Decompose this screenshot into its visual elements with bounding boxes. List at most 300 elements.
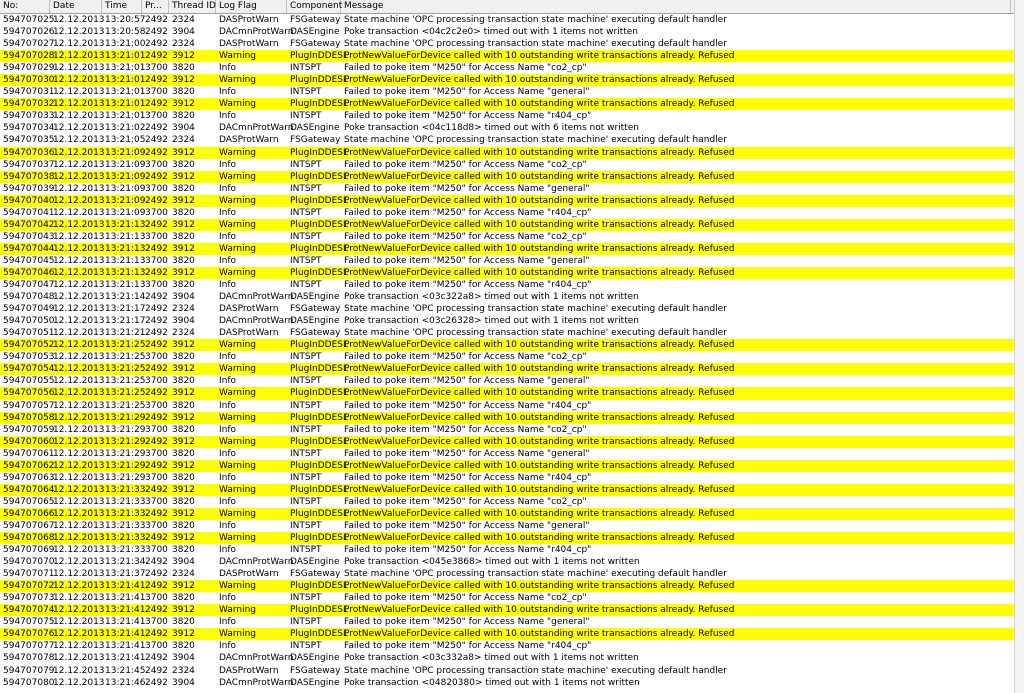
table-row[interactable] bbox=[0, 544, 1024, 556]
cell-time: 13:21:33 bbox=[105, 533, 146, 544]
column-header-message[interactable]: Message bbox=[341, 0, 1011, 13]
table-row[interactable] bbox=[0, 279, 1024, 291]
cell-log-flag: Warning bbox=[219, 147, 257, 158]
cell-thread-id: 3912 bbox=[172, 388, 195, 399]
cell-process: 3700 bbox=[145, 207, 168, 218]
cell-component: INTSPT bbox=[290, 183, 322, 194]
cell-component: PlugInDDESL bbox=[290, 436, 348, 447]
table-row[interactable] bbox=[0, 375, 1024, 387]
cell-message: ProtNewValueForDevice called with 10 outstanding write transactions already. Refused bbox=[344, 581, 735, 592]
table-row[interactable] bbox=[0, 195, 1024, 207]
cell-no: 594707038 bbox=[3, 171, 55, 182]
table-row[interactable] bbox=[0, 147, 1024, 159]
cell-log-flag: DASProtWarn bbox=[219, 569, 279, 580]
cell-thread-id: 3820 bbox=[172, 352, 195, 363]
cell-thread-id: 3820 bbox=[172, 400, 195, 411]
cell-log-flag: Warning bbox=[219, 436, 257, 447]
cell-time: 13:21:25 bbox=[105, 388, 146, 399]
cell-component: PlugInDDESL bbox=[290, 508, 348, 519]
table-row[interactable] bbox=[0, 74, 1024, 86]
cell-component: INTSPT bbox=[290, 400, 322, 411]
cell-time: 13:21:37 bbox=[105, 569, 146, 580]
cell-date: 12.12.2013 bbox=[53, 364, 105, 375]
cell-log-flag: Warning bbox=[219, 533, 257, 544]
cell-process: 3700 bbox=[145, 545, 168, 556]
table-row[interactable] bbox=[0, 62, 1024, 74]
cell-component: DASEngine bbox=[290, 653, 340, 664]
cell-message: State machine 'OPC processing transaction state machine' executing default handler bbox=[344, 304, 727, 315]
cell-thread-id: 2324 bbox=[172, 135, 195, 146]
cell-time: 13:21:29 bbox=[105, 424, 146, 435]
cell-time: 13:21:29 bbox=[105, 448, 146, 459]
table-row[interactable] bbox=[0, 207, 1024, 219]
cell-log-flag: Warning bbox=[219, 605, 257, 616]
table-row[interactable] bbox=[0, 231, 1024, 243]
cell-no: 594707076 bbox=[3, 629, 55, 640]
cell-component: INTSPT bbox=[290, 593, 322, 604]
cell-process: 2492 bbox=[145, 484, 168, 495]
cell-component: INTSPT bbox=[290, 231, 322, 242]
table-row[interactable] bbox=[0, 255, 1024, 267]
cell-thread-id: 3820 bbox=[172, 424, 195, 435]
table-row[interactable] bbox=[0, 98, 1024, 110]
cell-message: ProtNewValueForDevice called with 10 outstanding write transactions already. Refused bbox=[344, 508, 735, 519]
cell-thread-id: 3912 bbox=[172, 195, 195, 206]
table-row[interactable] bbox=[0, 219, 1024, 231]
cell-message: ProtNewValueForDevice called with 10 outstanding write transactions already. Refused bbox=[344, 195, 735, 206]
cell-component: PlugInDDESL bbox=[290, 629, 348, 640]
table-row[interactable] bbox=[0, 315, 1024, 327]
cell-process: 3700 bbox=[145, 448, 168, 459]
cell-no: 594707049 bbox=[3, 304, 55, 315]
cell-thread-id: 2324 bbox=[172, 569, 195, 580]
cell-component: PlugInDDESL bbox=[290, 75, 348, 86]
cell-thread-id: 3912 bbox=[172, 267, 195, 278]
cell-thread-id: 3904 bbox=[172, 557, 195, 568]
cell-thread-id: 2324 bbox=[172, 304, 195, 315]
cell-component: INTSPT bbox=[290, 159, 322, 170]
table-row[interactable] bbox=[0, 50, 1024, 62]
cell-time: 13:21:01 bbox=[105, 75, 146, 86]
cell-process: 2492 bbox=[145, 27, 168, 38]
cell-message: Poke transaction <04c2c2e0> timed out with 1 items not written bbox=[344, 27, 639, 38]
cell-message: ProtNewValueForDevice called with 10 outstanding write transactions already. Refused bbox=[344, 460, 735, 471]
cell-process: 3700 bbox=[145, 231, 168, 242]
cell-time: 13:21:41 bbox=[105, 617, 146, 628]
column-header-process[interactable]: Pr... bbox=[142, 0, 169, 13]
cell-process: 2492 bbox=[145, 340, 168, 351]
cell-process: 3700 bbox=[145, 63, 168, 74]
cell-log-flag: Warning bbox=[219, 581, 257, 592]
cell-component: PlugInDDESL bbox=[290, 267, 348, 278]
cell-thread-id: 3912 bbox=[172, 219, 195, 230]
cell-time: 13:21:29 bbox=[105, 412, 146, 423]
cell-no: 594707056 bbox=[3, 388, 55, 399]
cell-message: ProtNewValueForDevice called with 10 outstanding write transactions already. Refused bbox=[344, 267, 735, 278]
cell-no: 594707032 bbox=[3, 99, 55, 110]
cell-no: 594707067 bbox=[3, 520, 55, 531]
table-row[interactable] bbox=[0, 339, 1024, 351]
cell-message: State machine 'OPC processing transaction state machine' executing default handler bbox=[344, 39, 727, 50]
cell-process: 3700 bbox=[145, 496, 168, 507]
cell-process: 2492 bbox=[145, 219, 168, 230]
table-row[interactable] bbox=[0, 363, 1024, 375]
cell-process: 3700 bbox=[145, 280, 168, 291]
cell-process: 3700 bbox=[145, 424, 168, 435]
cell-thread-id: 3820 bbox=[172, 231, 195, 242]
vertical-scrollbar[interactable] bbox=[1014, 0, 1024, 693]
cell-log-flag: Info bbox=[219, 400, 237, 411]
table-row[interactable] bbox=[0, 484, 1024, 496]
table-row[interactable] bbox=[0, 568, 1024, 580]
column-header-no[interactable]: No: bbox=[0, 0, 50, 13]
cell-no: 594707043 bbox=[3, 231, 55, 242]
cell-thread-id: 3820 bbox=[172, 617, 195, 628]
table-row[interactable] bbox=[0, 183, 1024, 195]
cell-message: Failed to poke item "M250" for Access Name "co2_cp" bbox=[344, 159, 587, 170]
cell-log-flag: DASProtWarn bbox=[219, 665, 279, 676]
table-row[interactable] bbox=[0, 327, 1024, 339]
table-row[interactable] bbox=[0, 303, 1024, 315]
cell-message: ProtNewValueForDevice called with 10 outstanding write transactions already. Refused bbox=[344, 412, 735, 423]
cell-thread-id: 3820 bbox=[172, 545, 195, 556]
cell-time: 13:21:13 bbox=[105, 255, 146, 266]
cell-date: 12.12.2013 bbox=[53, 508, 105, 519]
cell-log-flag: DASProtWarn bbox=[219, 135, 279, 146]
cell-date: 12.12.2013 bbox=[53, 677, 105, 688]
cell-no: 594707031 bbox=[3, 87, 55, 98]
cell-process: 3700 bbox=[145, 400, 168, 411]
table-row[interactable] bbox=[0, 604, 1024, 616]
cell-process: 2492 bbox=[145, 412, 168, 423]
cell-no: 594707059 bbox=[3, 424, 55, 435]
cell-no: 594707070 bbox=[3, 557, 55, 568]
cell-thread-id: 3820 bbox=[172, 448, 195, 459]
cell-process: 2492 bbox=[145, 364, 168, 375]
cell-date: 12.12.2013 bbox=[53, 267, 105, 278]
cell-component: PlugInDDESL bbox=[290, 484, 348, 495]
cell-time: 13:21:14 bbox=[105, 292, 146, 303]
cell-no: 594707028 bbox=[3, 51, 55, 62]
cell-process: 2492 bbox=[145, 629, 168, 640]
cell-log-flag: Warning bbox=[219, 267, 257, 278]
table-row[interactable] bbox=[0, 628, 1024, 640]
cell-date: 12.12.2013 bbox=[53, 376, 105, 387]
cell-no: 594707071 bbox=[3, 569, 55, 580]
cell-component: INTSPT bbox=[290, 63, 322, 74]
cell-no: 594707057 bbox=[3, 400, 55, 411]
cell-date: 12.12.2013 bbox=[53, 617, 105, 628]
cell-process: 2492 bbox=[145, 39, 168, 50]
cell-time: 13:21:25 bbox=[105, 376, 146, 387]
cell-date: 12.12.2013 bbox=[53, 533, 105, 544]
column-header-date[interactable]: Date bbox=[50, 0, 102, 13]
cell-time: 13:20:58 bbox=[105, 27, 146, 38]
cell-time: 13:21:25 bbox=[105, 352, 146, 363]
cell-log-flag: Warning bbox=[219, 364, 257, 375]
cell-time: 13:21:02 bbox=[105, 123, 146, 134]
table-row[interactable] bbox=[0, 436, 1024, 448]
cell-message: ProtNewValueForDevice called with 10 outstanding write transactions already. Refused bbox=[344, 388, 735, 399]
cell-date: 12.12.2013 bbox=[53, 75, 105, 86]
table-row[interactable] bbox=[0, 677, 1024, 689]
table-row[interactable] bbox=[0, 171, 1024, 183]
table-row[interactable] bbox=[0, 616, 1024, 628]
cell-no: 594707034 bbox=[3, 123, 55, 134]
cell-message: State machine 'OPC processing transaction state machine' executing default handler bbox=[344, 569, 727, 580]
cell-message: State machine 'OPC processing transaction state machine' executing default handler bbox=[344, 665, 727, 676]
cell-date: 12.12.2013 bbox=[53, 665, 105, 676]
cell-date: 12.12.2013 bbox=[53, 39, 105, 50]
table-row[interactable] bbox=[0, 351, 1024, 363]
cell-thread-id: 3912 bbox=[172, 99, 195, 110]
cell-message: Poke transaction <03c26328> timed out with 1 items not written bbox=[344, 316, 639, 327]
table-row[interactable] bbox=[0, 652, 1024, 664]
cell-message: State machine 'OPC processing transaction state machine' executing default handler bbox=[344, 328, 727, 339]
table-row[interactable] bbox=[0, 26, 1024, 38]
cell-log-flag: Warning bbox=[219, 243, 257, 254]
cell-message: ProtNewValueForDevice called with 10 outstanding write transactions already. Refused bbox=[344, 75, 735, 86]
cell-message: Poke transaction <03c322a8> timed out with 1 items not written bbox=[344, 292, 639, 303]
cell-thread-id: 3904 bbox=[172, 677, 195, 688]
cell-time: 13:21:09 bbox=[105, 159, 146, 170]
cell-message: ProtNewValueForDevice called with 10 outstanding write transactions already. Refused bbox=[344, 605, 735, 616]
cell-date: 12.12.2013 bbox=[53, 63, 105, 74]
cell-component: FSGateway bbox=[290, 304, 341, 315]
cell-date: 12.12.2013 bbox=[53, 123, 105, 134]
table-row[interactable] bbox=[0, 134, 1024, 146]
cell-process: 2492 bbox=[145, 581, 168, 592]
cell-thread-id: 2324 bbox=[172, 39, 195, 50]
cell-component: PlugInDDESL bbox=[290, 147, 348, 158]
cell-message: Failed to poke item "M250" for Access Name "r404_cp" bbox=[344, 111, 592, 122]
column-header-thread-id[interactable]: Thread ID bbox=[169, 0, 216, 13]
cell-time: 13:21:13 bbox=[105, 219, 146, 230]
cell-date: 12.12.2013 bbox=[53, 171, 105, 182]
cell-date: 12.12.2013 bbox=[53, 388, 105, 399]
column-header-row bbox=[0, 0, 1024, 14]
cell-date: 12.12.2013 bbox=[53, 280, 105, 291]
cell-date: 12.12.2013 bbox=[53, 424, 105, 435]
table-row[interactable] bbox=[0, 460, 1024, 472]
table-row[interactable] bbox=[0, 556, 1024, 568]
cell-no: 594707075 bbox=[3, 617, 55, 628]
cell-process: 2492 bbox=[145, 508, 168, 519]
cell-thread-id: 3912 bbox=[172, 533, 195, 544]
cell-date: 12.12.2013 bbox=[53, 605, 105, 616]
cell-component: INTSPT bbox=[290, 545, 322, 556]
cell-component: INTSPT bbox=[290, 255, 322, 266]
table-row[interactable] bbox=[0, 412, 1024, 424]
cell-message: State machine 'OPC processing transaction state machine' executing default handler bbox=[344, 15, 727, 25]
table-row[interactable] bbox=[0, 122, 1024, 134]
cell-log-flag: Info bbox=[219, 352, 237, 363]
column-header-log-flag[interactable]: Log Flag bbox=[216, 0, 287, 13]
cell-thread-id: 3912 bbox=[172, 605, 195, 616]
cell-date: 12.12.2013 bbox=[53, 436, 105, 447]
cell-process: 2492 bbox=[145, 51, 168, 62]
cell-message: ProtNewValueForDevice called with 10 outstanding write transactions already. Refused bbox=[344, 147, 735, 158]
cell-component: PlugInDDESL bbox=[290, 51, 348, 62]
cell-date: 12.12.2013 bbox=[53, 629, 105, 640]
cell-log-flag: DASProtWarn bbox=[219, 328, 279, 339]
column-header-component[interactable]: Component bbox=[287, 0, 341, 13]
column-header-time[interactable]: Time bbox=[102, 0, 142, 13]
table-row[interactable] bbox=[0, 38, 1024, 50]
cell-component: INTSPT bbox=[290, 448, 322, 459]
cell-process: 2492 bbox=[145, 243, 168, 254]
cell-thread-id: 3820 bbox=[172, 472, 195, 483]
cell-date: 12.12.2013 bbox=[53, 545, 105, 556]
table-row[interactable] bbox=[0, 640, 1024, 652]
table-row[interactable] bbox=[0, 291, 1024, 303]
cell-thread-id: 3820 bbox=[172, 593, 195, 604]
table-row[interactable] bbox=[0, 448, 1024, 460]
cell-process: 2492 bbox=[145, 267, 168, 278]
cell-time: 13:21:41 bbox=[105, 629, 146, 640]
cell-no: 594707079 bbox=[3, 665, 55, 676]
cell-thread-id: 2324 bbox=[172, 665, 195, 676]
table-row[interactable] bbox=[0, 424, 1024, 436]
cell-log-flag: Info bbox=[219, 183, 237, 194]
cell-thread-id: 3912 bbox=[172, 436, 195, 447]
cell-process: 2492 bbox=[145, 533, 168, 544]
cell-message: Failed to poke item "M250" for Access Name "general" bbox=[344, 617, 590, 628]
cell-message: ProtNewValueForDevice called with 10 outstanding write transactions already. Refused bbox=[344, 436, 735, 447]
table-row[interactable] bbox=[0, 472, 1024, 484]
cell-component: PlugInDDESL bbox=[290, 243, 348, 254]
cell-no: 594707077 bbox=[3, 641, 55, 652]
cell-process: 2492 bbox=[145, 316, 168, 327]
cell-time: 13:21:41 bbox=[105, 581, 146, 592]
cell-no: 594707054 bbox=[3, 364, 55, 375]
table-row[interactable] bbox=[0, 86, 1024, 98]
table-row[interactable] bbox=[0, 159, 1024, 171]
cell-log-flag: Info bbox=[219, 63, 237, 74]
table-row[interactable] bbox=[0, 14, 1024, 26]
cell-process: 2492 bbox=[145, 569, 168, 580]
table-row[interactable] bbox=[0, 400, 1024, 412]
cell-message: Failed to poke item "M250" for Access Name "general" bbox=[344, 376, 590, 387]
cell-log-flag: DACmnProtWarn bbox=[219, 653, 294, 664]
cell-time: 13:21:41 bbox=[105, 653, 146, 664]
cell-process: 2492 bbox=[145, 304, 168, 315]
cell-log-flag: Warning bbox=[219, 99, 257, 110]
cell-thread-id: 3904 bbox=[172, 292, 195, 303]
cell-message: Failed to poke item "M250" for Access Name "r404_cp" bbox=[344, 472, 592, 483]
cell-time: 13:21:41 bbox=[105, 605, 146, 616]
cell-no: 594707080 bbox=[3, 677, 55, 688]
table-row[interactable] bbox=[0, 267, 1024, 279]
cell-no: 594707041 bbox=[3, 207, 55, 218]
table-row[interactable] bbox=[0, 592, 1024, 604]
table-row[interactable] bbox=[0, 665, 1024, 677]
cell-log-flag: Info bbox=[219, 641, 237, 652]
cell-time: 13:21:21 bbox=[105, 328, 146, 339]
cell-date: 12.12.2013 bbox=[53, 460, 105, 471]
cell-component: INTSPT bbox=[290, 496, 322, 507]
cell-component: FSGateway bbox=[290, 665, 341, 676]
cell-process: 2492 bbox=[145, 15, 168, 25]
cell-thread-id: 3912 bbox=[172, 508, 195, 519]
cell-log-flag: Warning bbox=[219, 629, 257, 640]
table-row[interactable] bbox=[0, 532, 1024, 544]
cell-component: PlugInDDESL bbox=[290, 460, 348, 471]
cell-time: 13:21:45 bbox=[105, 665, 146, 676]
cell-thread-id: 3820 bbox=[172, 496, 195, 507]
cell-no: 594707055 bbox=[3, 376, 55, 387]
cell-time: 13:21:09 bbox=[105, 183, 146, 194]
cell-date: 12.12.2013 bbox=[53, 641, 105, 652]
cell-time: 13:21:33 bbox=[105, 545, 146, 556]
cell-log-flag: DASProtWarn bbox=[219, 39, 279, 50]
cell-process: 2492 bbox=[145, 460, 168, 471]
cell-thread-id: 3904 bbox=[172, 316, 195, 327]
cell-message: ProtNewValueForDevice called with 10 outstanding write transactions already. Refused bbox=[344, 340, 735, 351]
table-row[interactable] bbox=[0, 110, 1024, 122]
table-row[interactable] bbox=[0, 520, 1024, 532]
cell-process: 2492 bbox=[145, 328, 168, 339]
cell-no: 594707036 bbox=[3, 147, 55, 158]
cell-process: 2492 bbox=[145, 677, 168, 688]
cell-process: 2492 bbox=[145, 665, 168, 676]
table-row[interactable] bbox=[0, 243, 1024, 255]
table-row[interactable] bbox=[0, 387, 1024, 399]
table-row[interactable] bbox=[0, 508, 1024, 520]
cell-thread-id: 3820 bbox=[172, 376, 195, 387]
cell-no: 594707078 bbox=[3, 653, 55, 664]
cell-thread-id: 3912 bbox=[172, 340, 195, 351]
cell-no: 594707044 bbox=[3, 243, 55, 254]
cell-no: 594707061 bbox=[3, 448, 55, 459]
cell-process: 2492 bbox=[145, 605, 168, 616]
cell-process: 3700 bbox=[145, 641, 168, 652]
cell-thread-id: 3912 bbox=[172, 484, 195, 495]
cell-log-flag: Warning bbox=[219, 340, 257, 351]
cell-log-flag: Info bbox=[219, 207, 237, 218]
cell-date: 12.12.2013 bbox=[53, 292, 105, 303]
cell-date: 12.12.2013 bbox=[53, 340, 105, 351]
cell-thread-id: 3912 bbox=[172, 243, 195, 254]
cell-component: PlugInDDESL bbox=[290, 533, 348, 544]
cell-log-flag: DACmnProtWarn bbox=[219, 557, 294, 568]
cell-log-flag: Warning bbox=[219, 219, 257, 230]
cell-process: 3700 bbox=[145, 520, 168, 531]
cell-no: 594707052 bbox=[3, 340, 55, 351]
cell-log-flag: DACmnProtWarn bbox=[219, 292, 294, 303]
cell-time: 13:21:29 bbox=[105, 460, 146, 471]
cell-time: 13:20:57 bbox=[105, 15, 146, 25]
cell-process: 2492 bbox=[145, 75, 168, 86]
cell-log-flag: Warning bbox=[219, 75, 257, 86]
cell-log-flag: Info bbox=[219, 545, 237, 556]
cell-time: 13:21:09 bbox=[105, 171, 146, 182]
cell-no: 594707051 bbox=[3, 328, 55, 339]
cell-component: INTSPT bbox=[290, 641, 322, 652]
table-row[interactable] bbox=[0, 496, 1024, 508]
cell-process: 3700 bbox=[145, 255, 168, 266]
cell-component: PlugInDDESL bbox=[290, 388, 348, 399]
table-row[interactable] bbox=[0, 580, 1024, 592]
cell-log-flag: DASProtWarn bbox=[219, 304, 279, 315]
cell-log-flag: Info bbox=[219, 496, 237, 507]
cell-process: 3700 bbox=[145, 159, 168, 170]
cell-no: 594707062 bbox=[3, 460, 55, 471]
cell-time: 13:21:33 bbox=[105, 484, 146, 495]
cell-component: PlugInDDESL bbox=[290, 412, 348, 423]
cell-component: INTSPT bbox=[290, 352, 322, 363]
cell-log-flag: Info bbox=[219, 424, 237, 435]
